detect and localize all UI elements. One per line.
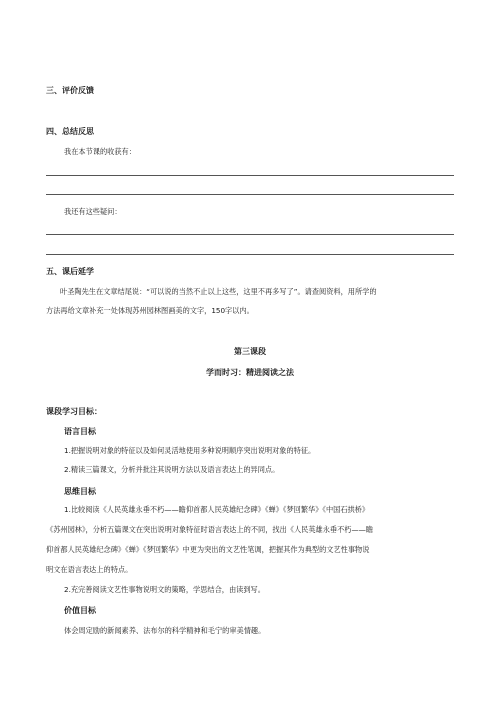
prompt-gains: 我在本节课的收获有： xyxy=(64,147,136,156)
thinking-goal-line: 《苏州园林》，分析五篇课文在突出说明对象特征时语言表达上的不同，找出《人民英雄永垂不朽——瞻 xyxy=(46,525,374,534)
thinking-goal-line: 仰首都人民英雄纪念碑》《蝉》《梦回繁华》中更为突出的文艺性笔调，把握其作为典型的文艺性事物说 xyxy=(46,545,370,554)
language-goal-heading: 语言目标 xyxy=(64,427,96,436)
language-goal-item: 1.把握说明对象的特征以及如何灵活地使用多种说明顺序突出说明对象的特征。 xyxy=(64,446,316,455)
value-goal-item: 体会周定励的新闻素养、法布尔的科学精神和毛宁的审美情趣。 xyxy=(64,626,266,635)
section-heading-extension: 五、课后延学 xyxy=(46,267,94,276)
thinking-goal-line: 明文在语言表达上的特点。 xyxy=(46,565,133,574)
section-heading-reflection: 四、总结反思 xyxy=(46,127,94,136)
answer-line xyxy=(46,234,454,235)
value-goal-heading: 价值目标 xyxy=(64,606,96,615)
thinking-goal-line: 1.比较阅读《人民英雄永垂不朽——瞻仰首都人民英雄纪念碑》《蝉》《梦回繁华》《中国石拱桥》 xyxy=(64,505,370,514)
language-goal-item: 2.精读三篇课文，分析并批注其说明方法以及语言表达上的异同点。 xyxy=(64,465,280,474)
answer-line xyxy=(46,254,454,255)
lesson-subtitle: 学而时习：精进阅读之法 xyxy=(206,368,294,377)
thinking-goal-heading: 思维目标 xyxy=(64,487,96,496)
section-heading-evaluation: 三、评价反馈 xyxy=(46,86,94,95)
answer-line xyxy=(46,175,454,176)
answer-line xyxy=(46,194,454,195)
lesson-title: 第三课段 xyxy=(234,347,266,356)
extension-text-line: 叶圣陶先生在文章结尾说：“可以说的当然不止以上这些，这里不再多写了”。请查阅资料，用所学的 xyxy=(60,287,377,296)
thinking-goal-item: 2.充完善阅读文艺性事物说明文的策略，学思结合，由读到写。 xyxy=(64,585,265,594)
extension-text-line: 方法再给文章补充一处体现苏州园林图画美的文字，150字以内。 xyxy=(46,306,254,315)
prompt-questions: 我还有这些疑问： xyxy=(64,207,122,216)
goals-heading: 课段学习目标： xyxy=(46,407,102,416)
